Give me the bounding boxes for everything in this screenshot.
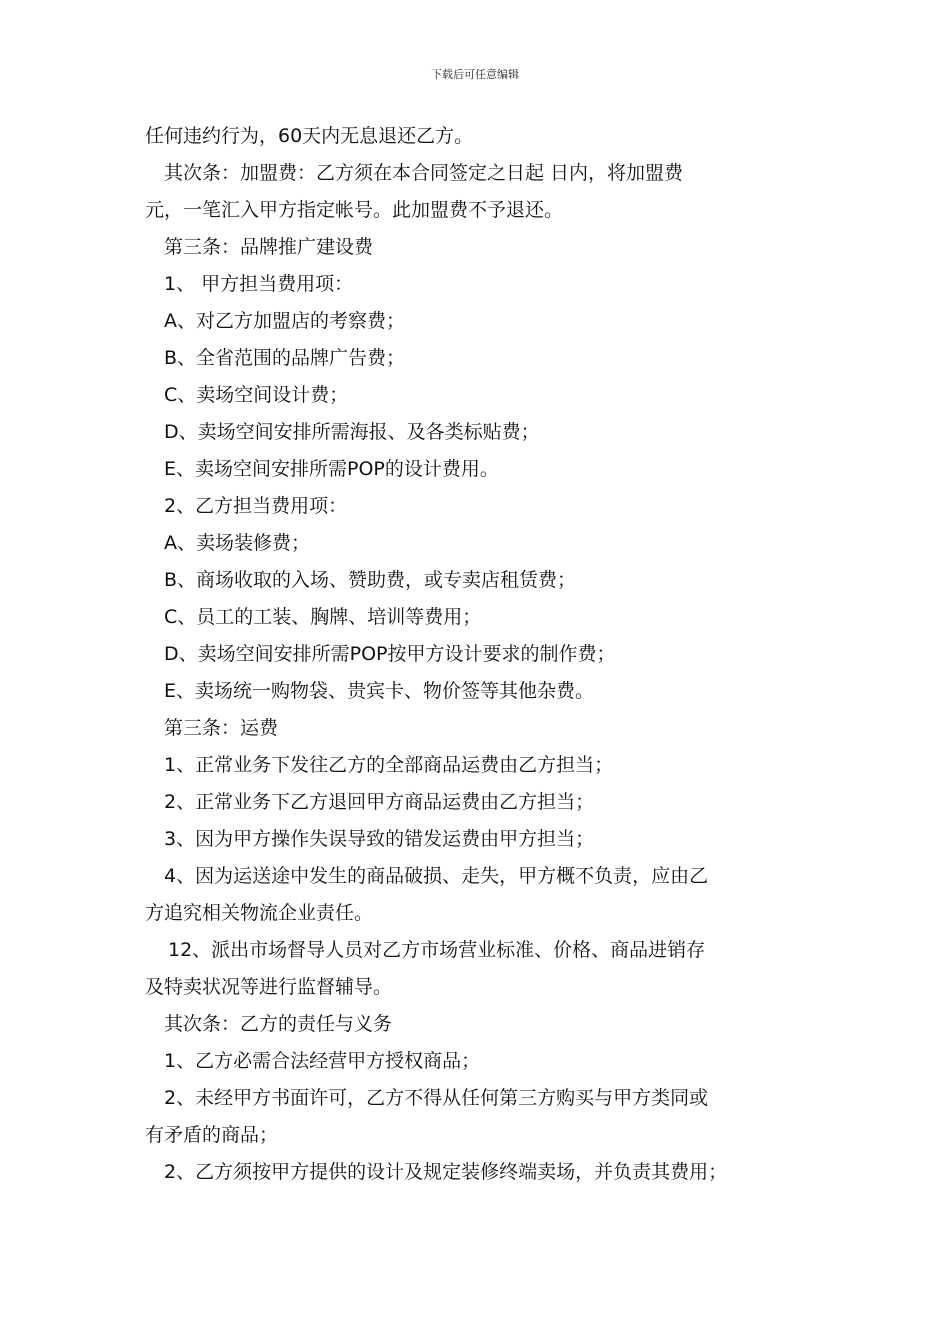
text-line: 12、派出市场督导人员对乙方市场营业标准、价格、商品进销存 (168, 939, 706, 961)
text-line: 及特卖状况等进行监督辅导。 (145, 976, 393, 998)
text-line: 1、 甲方担当费用项： (164, 273, 354, 295)
text-line: B、商场收取的入场、赞助费，或专卖店租赁费； (164, 569, 577, 591)
text-line: 第三条：运费 (164, 717, 279, 739)
text-line: D、卖场空间安排所需海报、及各类标贴费； (164, 421, 540, 443)
text-line: 2、未经甲方书面许可，乙方不得从任何第三方购买与甲方类同或 (164, 1087, 709, 1109)
text-line: 第三条：品牌推广建设费 (164, 236, 374, 258)
text-line: 任何违约行为，60天内无息退还乙方。 (145, 125, 474, 147)
document-body (145, 118, 810, 1191)
text-line: 元，一笔汇入甲方指定帐号。此加盟费不予退还。 (145, 199, 564, 221)
text-line: 2、正常业务下乙方退回甲方商品运费由乙方担当； (164, 791, 595, 813)
text-line: 1、乙方必需合法经营甲方授权商品； (164, 1050, 481, 1072)
text-line: 1、正常业务下发往乙方的全部商品运费由乙方担当； (164, 754, 614, 776)
page-header: 下载后可任意编辑 (431, 68, 519, 81)
text-line: 2、乙方须按甲方提供的设计及规定装修终端卖场，并负责其费用； (164, 1161, 728, 1183)
text-line: E、卖场空间安排所需POP的设计费用。 (164, 458, 499, 480)
text-line: 其次条：乙方的责任与义务 (164, 1013, 393, 1035)
text-line: D、卖场空间安排所需POP按甲方设计要求的制作费； (164, 643, 616, 665)
text-line: 方追究相关物流企业责任。 (145, 902, 374, 924)
text-line: C、员工的工装、胸牌、培训等费用； (164, 606, 482, 628)
text-line: B、全省范围的品牌广告费； (164, 347, 406, 369)
text-line: 2、乙方担当费用项： (164, 495, 348, 517)
text-line: A、对乙方加盟店的考察费； (164, 310, 405, 332)
text-line: C、卖场空间设计费； (164, 384, 349, 406)
text-line: 其次条：加盟费：乙方须在本合同签定之日起 日内，将加盟费 (164, 162, 684, 184)
text-line: A、卖场装修费； (164, 532, 310, 554)
text-line: 有矛盾的商品； (145, 1124, 279, 1146)
text-line: 4、因为运送途中发生的商品破损、走失，甲方概不负责，应由乙 (164, 865, 709, 887)
text-line: E、卖场统一购物袋、贵宾卡、物价签等其他杂费。 (164, 680, 595, 702)
text-line: 3、因为甲方操作失误导致的错发运费由甲方担当； (164, 828, 595, 850)
